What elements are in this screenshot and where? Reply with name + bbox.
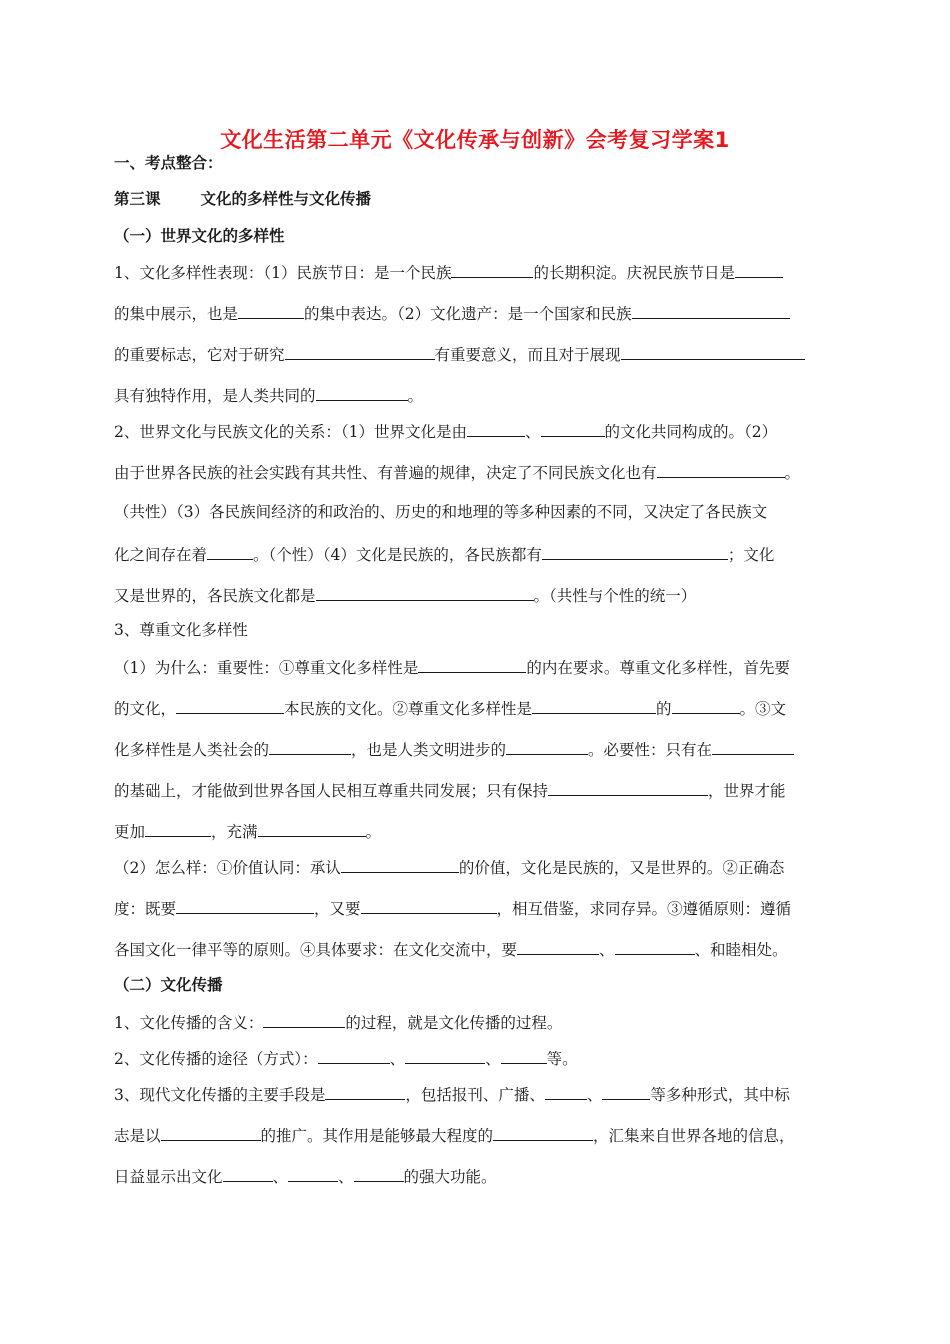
subsection-heading: （一）世界文化的多样性 [114,227,285,245]
blank[interactable] [735,261,783,278]
blank[interactable] [145,820,211,837]
text-line: 度：既要 ，又要 ，相互借鉴，求同存异。③遵循原则：遵循 [114,897,791,919]
text-line: （共性）（3）各民族间经济的和政治的、历史的和地理的等多种因素的不同，又决定了各民族文 [114,503,768,521]
text-line: 更加 ，充满 。 [114,820,381,842]
text-line: 志是以 的推广。其作用是能够最大程度的 ，汇集来自世界各地的信息， [114,1124,795,1146]
blank[interactable] [493,1124,593,1141]
blank[interactable] [405,1047,485,1064]
blank[interactable] [176,697,284,714]
text-line: （2）怎么样：①价值认同：承认 的价值，文化是民族的，又是世界的。②正确态 [114,856,784,878]
blank[interactable] [316,584,534,601]
text-line: 的基础上，才能做到世界各国人民相互尊重共同发展；只有保持 ，世界才能 [114,779,786,801]
blank[interactable] [615,938,695,955]
blank[interactable] [712,738,794,755]
text-line: 的文化， 本民族的文化。②尊重文化多样性是 的 。③文 [114,697,786,719]
blank[interactable] [541,420,605,437]
blank[interactable] [325,1083,405,1100]
blank[interactable] [161,1124,261,1141]
lesson-label: 第三课 [114,190,161,208]
blank[interactable] [672,697,740,714]
text-line: 具有独特作用，是人类共同的 。 [114,384,423,406]
blank[interactable] [288,1165,338,1182]
blank[interactable] [602,1083,650,1100]
document-title: 文化生活第二单元《文化传承与创新》会考复习学案1 [220,128,730,152]
blank[interactable] [263,1011,345,1028]
blank[interactable] [657,461,785,478]
text-line: 由于世界各民族的社会实践有其共性、有普遍的规律，决定了不同民族文化也有 。 [114,461,800,483]
blank[interactable] [506,738,588,755]
blank[interactable] [316,384,408,401]
blank[interactable] [532,697,656,714]
blank[interactable] [418,656,526,673]
blank[interactable] [223,1165,273,1182]
blank[interactable] [501,1047,547,1064]
subsection-heading: （二）文化传播 [114,976,223,994]
blank[interactable] [269,738,351,755]
text-line: （1）为什么：重要性：①尊重文化多样性是 的内在要求。尊重文化多样性，首先要 [114,656,790,678]
text-line: 又是世界的，各民族文化都是 。（共性与个性的统一） [114,584,696,606]
blank[interactable] [318,1047,390,1064]
text-line: 1、文化传播的含义： 的过程，就是文化传播的过程。 [114,1011,562,1033]
blank[interactable] [176,897,314,914]
text-line: 1、文化多样性表现：（1）民族节日：是一个民族 的长期积淀。庆祝民族节日是 [114,261,783,283]
blank[interactable] [632,302,790,319]
text-line: 化多样性是人类社会的 ，也是人类文明进步的 。必要性：只有在 [114,738,794,760]
blank[interactable] [238,302,304,319]
lesson-name: 文化的多样性与文化传播 [200,190,372,208]
text-line: 的重要标志，它对于研究 有重要意义，而且对于展现 [114,343,805,365]
blank[interactable] [258,820,366,837]
text-line: 日益显示出文化 、 、 的强大功能。 [114,1165,497,1187]
blank[interactable] [467,420,525,437]
blank[interactable] [548,779,708,796]
blank[interactable] [361,897,497,914]
blank[interactable] [517,938,599,955]
text-line: 3、尊重文化多样性 [114,621,248,639]
blank[interactable] [285,343,435,360]
blank[interactable] [545,1083,587,1100]
section-heading: 一、考点整合： [114,154,223,172]
text-line: 的集中展示，也是 的集中表达。（2）文化遗产：是一个国家和民族 [114,302,790,324]
blank[interactable] [451,261,533,278]
lesson-heading [114,189,371,209]
text-line: 2、世界文化与民族文化的关系：（1）世界文化是由 、 的文化共同构成的。（2） [114,420,777,442]
blank[interactable] [207,543,253,560]
text-line: 2、文化传播的途径（方式）： 、 、 等。 [114,1047,578,1069]
text-line: 各国文化一律平等的原则。④具体要求：在文化交流中，要 、 、和睦相处。 [114,938,788,960]
text-line: 化之间存在着 。（个性）（4）文化是民族的，各民族都有 ；文化 [114,543,774,565]
blank[interactable] [354,1165,404,1182]
blank[interactable] [621,343,805,360]
text-line: 3、现代文化传播的主要手段是 ，包括报刊、广播、 、 等多种形式，其中标 [114,1083,790,1105]
blank[interactable] [341,856,459,873]
blank[interactable] [542,543,728,560]
